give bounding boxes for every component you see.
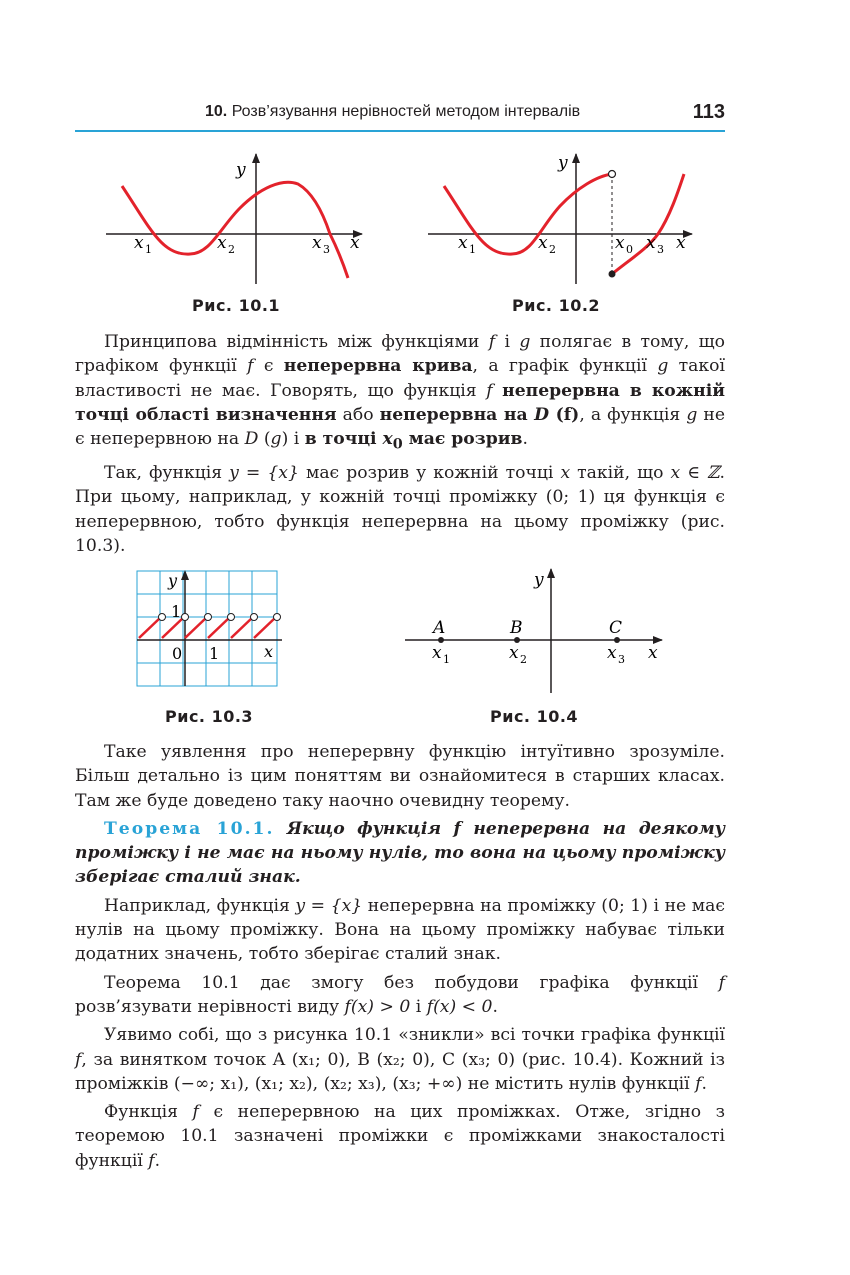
one-x-label: 1	[209, 644, 220, 663]
y-label: y	[236, 160, 246, 180]
C-label: C	[609, 618, 623, 638]
theorem-10-1	[75, 817, 725, 890]
figure-10-2	[422, 148, 702, 288]
paragraph: Принципова відмінність між функціями f і g полягає в тому, що графіком функції f є неперервна крива, а графік функції g такої властивості не має. Говорять, що функція f неперервна в кожній точці області визначення або неперервна на D (f), а функція g не є неперервною на D (g) і в точці $x_0$ має розрив.	[75, 332, 725, 453]
x3-label: x	[312, 233, 322, 253]
open-point	[274, 614, 281, 621]
caption-fig-10-4: Рис. 10.4	[490, 707, 579, 726]
x-label: x	[648, 643, 658, 663]
caption-fig-10-2: Рис. 10.2	[512, 296, 601, 315]
open-point	[251, 614, 258, 621]
x3-label: x	[607, 643, 617, 663]
paragraph: Теорема 10.1 дає змогу без побудови графіка функції f розв’язувати нерівності виду f(x) > 0 і f(x) < 0.	[75, 972, 725, 1017]
x3-subscript: 3	[657, 243, 664, 256]
x2-subscript: 2	[549, 243, 556, 256]
x2-subscript: 2	[520, 653, 527, 666]
body-text-lower	[75, 740, 725, 1177]
chapter-title-text: Розв’язування нерівностей методом інтервалів	[227, 103, 581, 120]
open-point	[182, 614, 189, 621]
x-label: x	[350, 233, 360, 253]
B-label: B	[510, 618, 523, 638]
paragraph: Так, функція y = {x} має розрив у кожній точці x такій, що x ∈ ℤ. При цьому, наприклад, у кожній точці проміжку (0; 1) ця функція є неперервною, тобто функція неперервна на цьому проміжку (рис. 10.3).	[75, 462, 726, 556]
x3-subscript: 3	[618, 653, 625, 666]
x0-label: x	[615, 233, 625, 253]
figure-10-3	[136, 570, 286, 690]
function-f-curve	[122, 182, 348, 278]
open-point	[609, 171, 616, 178]
x2-label: x	[538, 233, 548, 253]
chapter-title	[205, 103, 580, 121]
paragraph: Наприклад, функція y = {x} неперервна на проміжку (0; 1) і не має нулів на цьому проміжку. Вона на цьому проміжку набуває тільки додатних значень, тобто зберігає сталий знак.	[75, 895, 726, 965]
x1-label: x	[134, 233, 144, 253]
running-header	[75, 100, 725, 132]
x2-label: x	[509, 643, 519, 663]
x2-label: x	[217, 233, 227, 253]
zero-label: 0	[172, 644, 183, 663]
paragraph: Уявимо собі, що з рисунка 10.1 «зникли» всі точки графіка функції f, за винятком точок A (x₁; 0), B (x₂; 0), C (x₃; 0) (рис. 10.4). Кожний із проміжків (−∞; x₁), (x₁; x₂), (x₂; x₃), (x₃; +∞) не містить нулів функції f.	[75, 1025, 726, 1094]
y-label: y	[168, 571, 178, 590]
x-label: x	[264, 642, 274, 661]
x1-label: x	[432, 643, 442, 663]
x1-subscript: 1	[469, 243, 476, 256]
theorem-label: Теорема 10.1.	[104, 818, 275, 839]
y-label: y	[534, 570, 544, 590]
caption-fig-10-1: Рис. 10.1	[192, 296, 281, 315]
page-number: 113	[692, 101, 725, 123]
x3-label: x	[646, 233, 656, 253]
x2-subscript: 2	[228, 243, 235, 256]
figure-10-4	[400, 565, 670, 695]
open-point	[159, 614, 166, 621]
x-label: x	[676, 233, 686, 253]
x1-subscript: 1	[145, 243, 152, 256]
chapter-number: 10.	[205, 103, 228, 120]
filled-point	[609, 271, 616, 278]
A-label: A	[433, 618, 446, 638]
x3-subscript: 3	[323, 243, 330, 256]
function-g-curve-right	[612, 174, 684, 274]
figure-10-1	[100, 148, 370, 288]
open-point	[205, 614, 212, 621]
open-point	[228, 614, 235, 621]
grid	[137, 571, 277, 686]
x1-label: x	[458, 233, 468, 253]
paragraph: Функція f є неперервною на цих проміжках. Отже, згідно з теоремою 10.1 зазначені проміжки є проміжками знакосталості функції f.	[75, 1102, 726, 1171]
y-label: y	[558, 153, 568, 173]
one-y-label: 1	[171, 602, 182, 621]
body-text-upper	[75, 330, 725, 562]
caption-fig-10-3: Рис. 10.3	[165, 707, 254, 726]
paragraph: Таке уявлення про неперервну функцію інтуїтивно зрозуміле. Більш детально із цим поняттям ви ознайомитеся в старших класах. Там же буде доведено таку наочно очевидну теорему.	[75, 742, 725, 811]
theorem-text: Якщо функція f неперервна на деякому проміжку і не має на ньому нулів, то вона на цьому проміжку зберігає сталий знак.	[75, 818, 725, 888]
x1-subscript: 1	[443, 653, 450, 666]
x0-subscript: 0	[626, 243, 633, 256]
